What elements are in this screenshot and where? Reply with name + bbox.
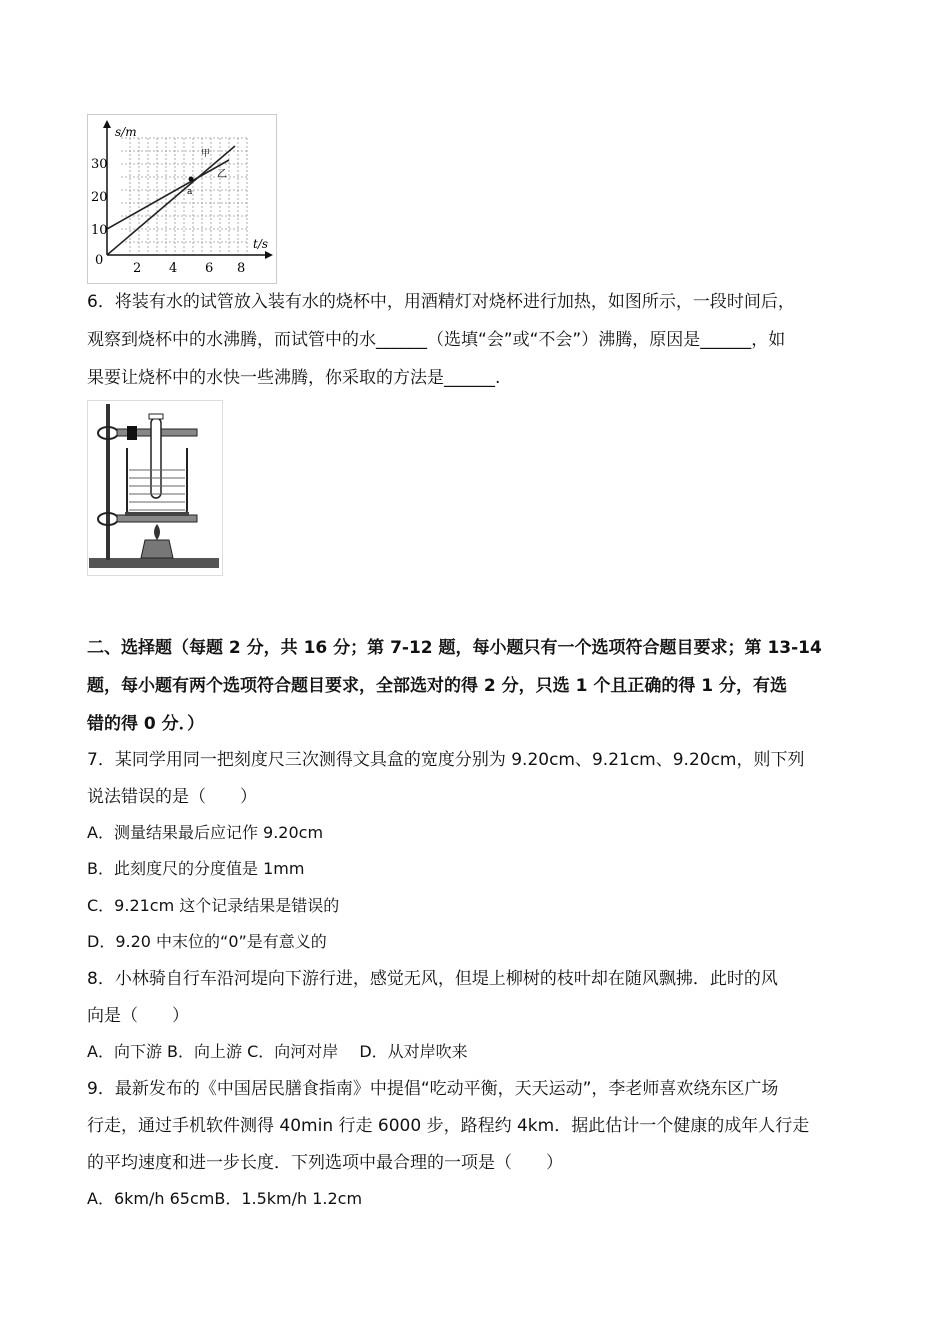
q6-text-line-3: 果要让烧杯中的水快一些沸腾，你采取的方法是______.	[87, 368, 501, 388]
line-jia-label: 甲	[201, 149, 211, 159]
q9-text-line-1: 9．最新发布的《中国居民膳食指南》中提倡“吃动平衡，天天运动”，李老师喜欢绕东区广场	[87, 1079, 779, 1099]
wire-gauze	[125, 512, 189, 516]
section2-heading-line-3: 错的得 0 分．）	[87, 714, 205, 734]
section2-heading-line-1: 二、选择题（每题 2 分，共 16 分；第 7-12 题，每小题只有一个选项符合题目要求；第 13-14	[87, 638, 822, 658]
graph-grid	[121, 138, 247, 255]
q8-text-line-2: 向是（ ）	[87, 1006, 189, 1026]
q9-text-line-3: 的平均速度和进一步长度．下列选项中最合理的一项是（ ）	[87, 1153, 563, 1173]
q9-options: A．6km/h 65cmB．1.5km/h 1.2cm	[87, 1189, 363, 1208]
st-graph-figure	[87, 114, 277, 284]
point-a-label: a	[187, 187, 193, 197]
alcohol-lamp	[141, 540, 173, 558]
line-yi-label: 乙	[217, 169, 227, 180]
q7-option-a: A．测量结果最后应记作 9.20cm	[87, 823, 324, 842]
q7-option-b: B．此刻度尺的分度值是 1mm	[87, 859, 305, 878]
heating-apparatus	[87, 400, 223, 576]
st-graph	[87, 114, 277, 284]
q6-text-line-2: 观察到烧杯中的水沸腾，而试管中的水______（选填“会”或“不会”）沸腾，原因是______，如	[87, 330, 786, 350]
x-tick-8: 8	[237, 261, 246, 276]
flame	[154, 524, 160, 540]
x-tick-2: 2	[133, 261, 142, 276]
y-tick-20: 20	[91, 190, 108, 205]
y-tick-10: 10	[91, 223, 108, 238]
q6-text-line-1: 6．将装有水的试管放入装有水的烧杯中，用酒精灯对烧杯进行加热，如图所示，一段时间后，	[87, 292, 795, 312]
y-tick-0: 0	[95, 253, 104, 268]
q8-text-line-1: 8．小林骑自行车沿河堤向下游行进，感觉无风，但堤上柳树的枝叶却在随风飘拂．此时的风	[87, 969, 778, 989]
x-tick-4: 4	[169, 261, 178, 276]
q7-option-c: C．9.21cm 这个记录结果是错误的	[87, 896, 340, 915]
q9-text-line-2: 行走，通过手机软件测得 40min 行走 6000 步，路程约 4km．据此估计一个健康的成年人行走	[87, 1116, 810, 1136]
section2-heading-line-2: 题，每小题有两个选项符合题目要求，全部选对的得 2 分，只选 1 个且正确的得 1 分，有选	[87, 676, 787, 696]
q7-text-line-2: 说法错误的是（ ）	[87, 787, 257, 807]
x-axis-label: t/s	[253, 237, 269, 251]
x-axis-arrow	[265, 251, 273, 259]
q8-options: A．向下游 B．向上游 C．向河对岸 D．从对岸吹来	[87, 1042, 468, 1061]
heating-apparatus-figure	[87, 400, 223, 576]
y-axis-label: s/m	[115, 125, 137, 139]
upper-clamp-screw	[127, 426, 137, 440]
line-jia	[107, 146, 235, 255]
q7-option-d: D．9.20 中末位的“0”是有意义的	[87, 932, 327, 951]
q7-text-line-1: 7．某同学用同一把刻度尺三次测得文具盒的宽度分别为 9.20cm、9.21cm、9.20cm，则下列	[87, 750, 805, 770]
intersection-point	[189, 177, 194, 182]
y-tick-30: 30	[91, 157, 108, 172]
ring-support	[117, 515, 197, 522]
test-tube-lip	[149, 414, 163, 419]
y-axis-arrow	[103, 120, 111, 128]
x-tick-6: 6	[205, 261, 214, 276]
